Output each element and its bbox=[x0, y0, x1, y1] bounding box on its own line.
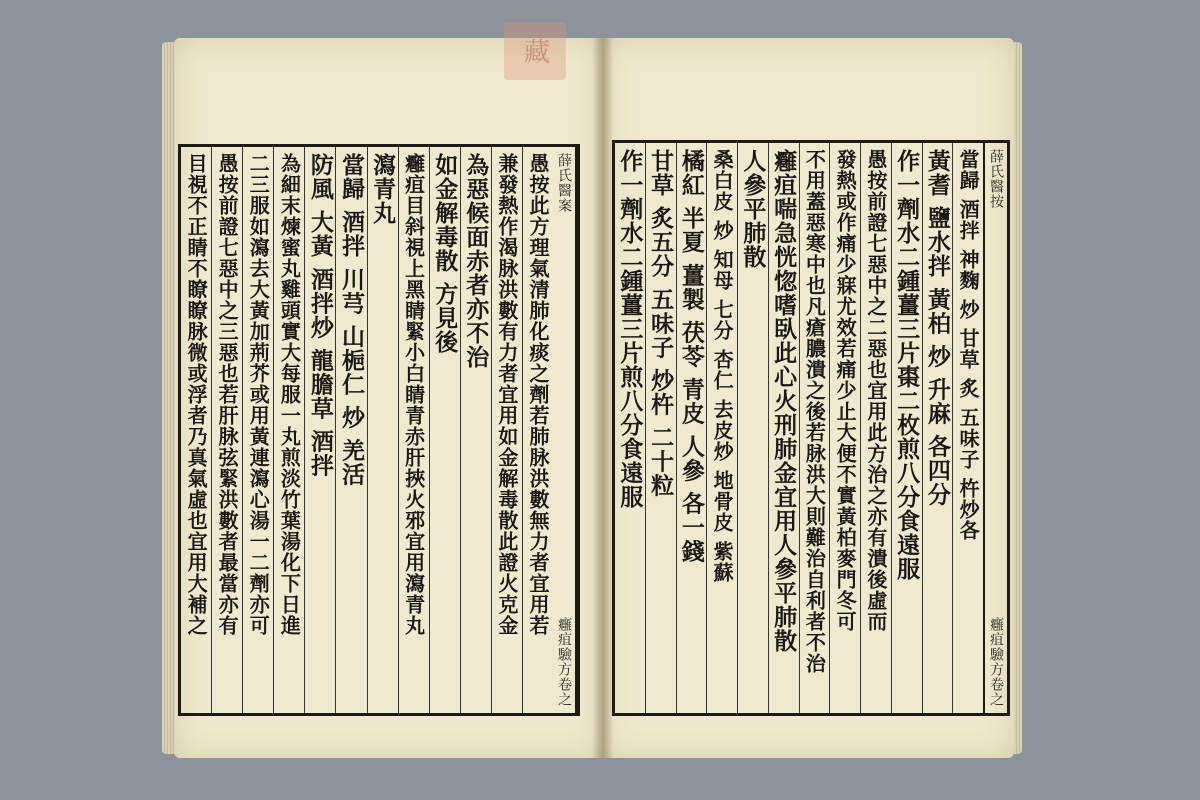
column-text: 甘草 炙五分 五味子 炒杵 二十粒 bbox=[647, 149, 675, 498]
right-text-frame bbox=[612, 140, 1010, 716]
left-margin-title: 薛氏醫案 bbox=[556, 153, 572, 213]
text-column bbox=[952, 143, 983, 713]
text-column bbox=[398, 147, 429, 713]
text-column bbox=[799, 143, 830, 713]
column-text: 發熱或作痛少寐尤效若痛少止大便不實黃柏麥門冬可 bbox=[833, 149, 858, 632]
text-column bbox=[615, 143, 645, 713]
column-text: 作一劑水二鍾薑三片煎八分食遠服 bbox=[616, 149, 644, 509]
column-text: 兼發熱作渴脉洪數有力者宜用如金解毒散此證火克金 bbox=[494, 153, 519, 636]
book-gutter bbox=[592, 38, 614, 758]
column-text: 目視不正睛不瞭瞭脉微或浮者乃真氣虛也宜用大補之 bbox=[184, 153, 209, 636]
column-text: 當歸 酒拌 神麴 炒 甘草 炙 五味子 杵炒各 bbox=[956, 149, 981, 541]
column-text: 桑白皮 炒 知母 七分 杏仁 去皮炒 地骨皮 紫蘇 bbox=[710, 149, 735, 583]
text-column bbox=[860, 143, 891, 713]
text-column bbox=[335, 147, 366, 713]
left-margin-column bbox=[553, 147, 577, 713]
column-text: 癰疽目斜視上黑睛緊小白睛青赤肝挾火邪宜用瀉青丸 bbox=[401, 153, 426, 636]
open-book bbox=[160, 28, 1030, 764]
column-text: 愚按此方理氣清肺化痰之劑若肺脉洪數無力者宜用若 bbox=[525, 153, 550, 636]
column-text: 為細末煉蜜丸雞頭實大每服一丸煎淡竹葉湯化下日進 bbox=[277, 153, 302, 636]
column-text: 作一劑水二鍾薑三片棗二枚煎八分食遠服 bbox=[893, 149, 921, 581]
column-text: 橘紅 半夏 薑製 茯苓 青皮 人參 各一錢 bbox=[677, 149, 705, 564]
text-column bbox=[367, 147, 398, 713]
column-text: 愚按前證七惡中之三惡也若肝脉弦緊洪數者最當亦有 bbox=[215, 153, 240, 636]
text-column bbox=[645, 143, 676, 713]
text-column bbox=[676, 143, 707, 713]
column-text: 愚按前證七惡中之二惡也宜用此方治之亦有潰後虛而 bbox=[863, 149, 888, 632]
text-column bbox=[273, 147, 304, 713]
text-column bbox=[768, 143, 799, 713]
right-margin-column bbox=[983, 143, 1007, 713]
text-column bbox=[242, 147, 273, 713]
text-column bbox=[429, 147, 460, 713]
text-column bbox=[737, 143, 768, 713]
text-column bbox=[522, 147, 553, 713]
column-text: 癰疽喘急恍惚嗜臥此心火刑肺金宜用人參平肺散 bbox=[770, 149, 798, 653]
text-column bbox=[460, 147, 491, 713]
text-column bbox=[211, 147, 242, 713]
column-text: 當歸 酒拌 川芎 山梔仁 炒 羌活 bbox=[337, 153, 365, 487]
collector-seal: 藏 bbox=[504, 22, 566, 80]
text-column bbox=[706, 143, 737, 713]
text-column bbox=[922, 143, 953, 713]
left-text-frame bbox=[178, 144, 580, 716]
column-text: 為惡候面赤者亦不治 bbox=[462, 153, 490, 369]
column-text: 如金解毒散 方見後 bbox=[431, 153, 459, 355]
text-column bbox=[891, 143, 922, 713]
column-text: 不用蓋惡寒中也凡瘡膿潰之後若脉洪大則難治自利者不治 bbox=[802, 149, 827, 674]
text-column bbox=[829, 143, 860, 713]
column-text: 瀉青丸 bbox=[369, 153, 397, 225]
left-margin-subtitle: 癰疽驗方卷之 bbox=[556, 617, 572, 707]
right-margin-title: 薛氏醫按 bbox=[988, 149, 1004, 209]
text-column bbox=[304, 147, 335, 713]
column-text: 防風 大黃 酒拌炒 龍膽草 酒拌 bbox=[306, 153, 334, 478]
column-text: 二三服如瀉去大黃加荊芥或用黃連瀉心湯一二劑亦可 bbox=[246, 153, 271, 636]
column-text: 黃耆 鹽水拌 黃柏 炒 升麻 各四分 bbox=[923, 149, 951, 507]
text-column bbox=[491, 147, 522, 713]
text-column bbox=[181, 147, 211, 713]
right-margin-subtitle: 癰疽驗方卷之 bbox=[988, 617, 1004, 707]
column-text: 人參平肺散 bbox=[739, 149, 767, 269]
